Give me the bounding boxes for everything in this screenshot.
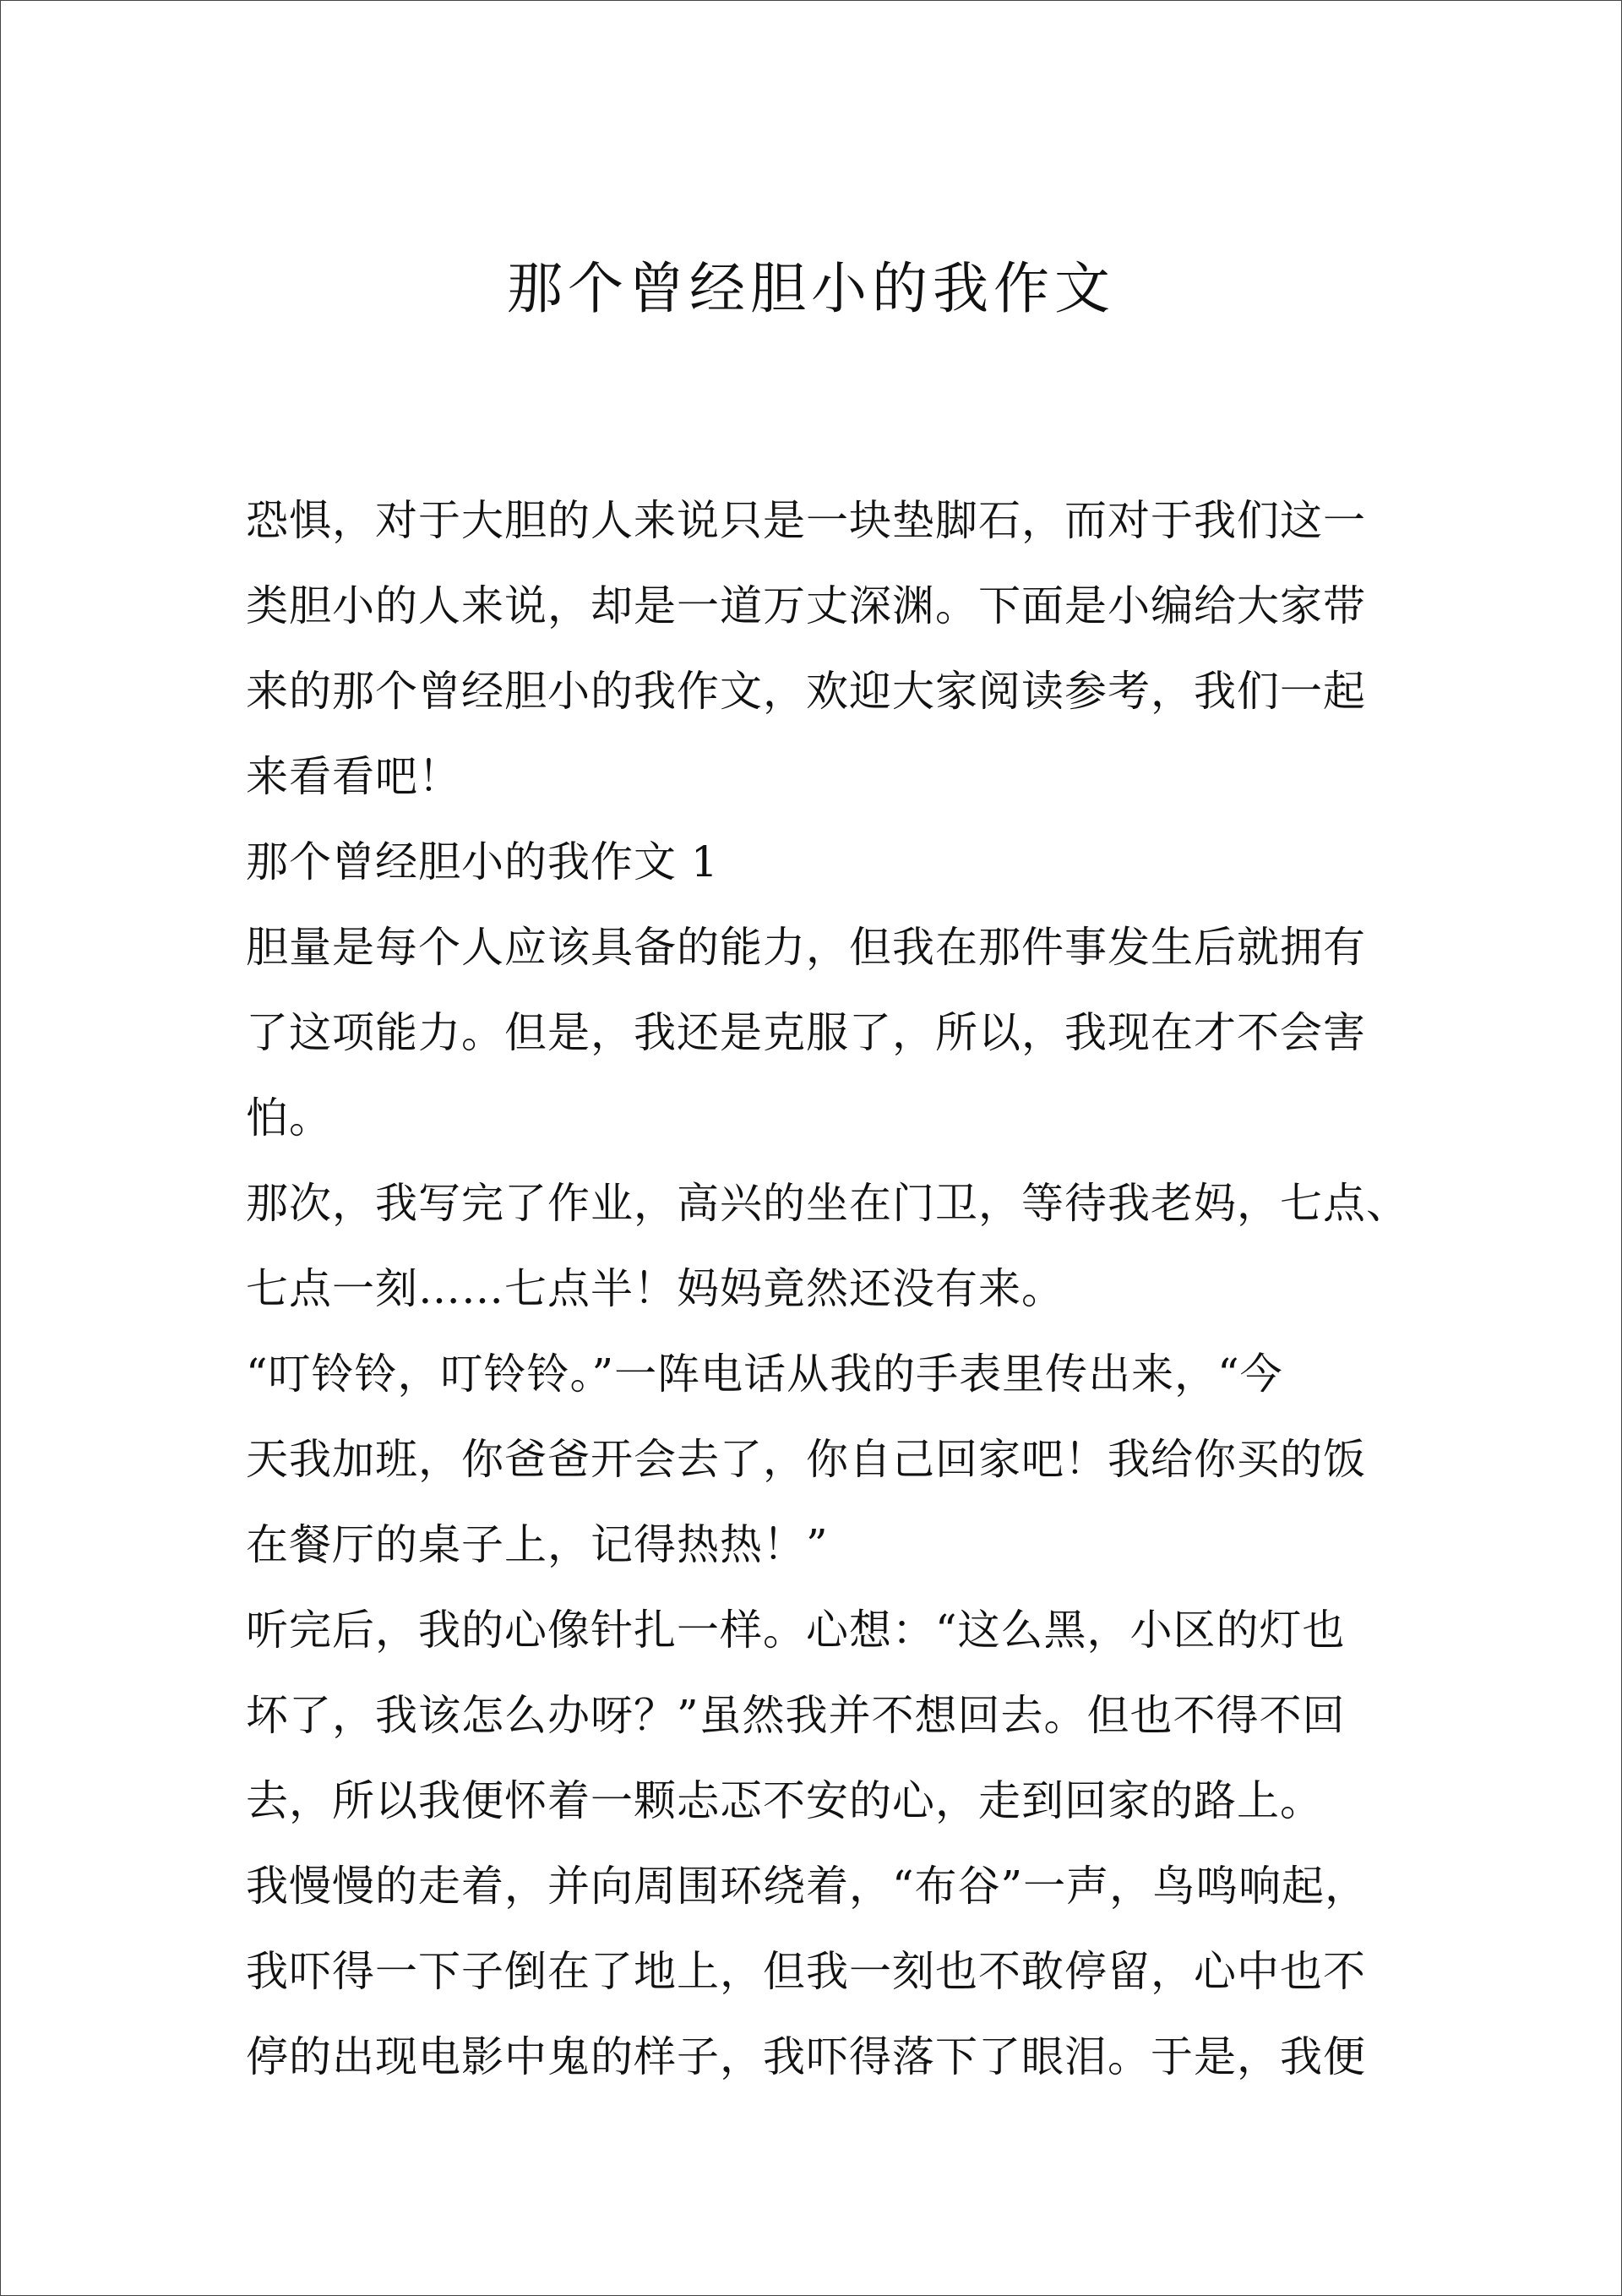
section-heading: 那个曾经胆小的我作文 1	[246, 837, 719, 886]
text-line: 胆量是每个人应该具备的能力，但我在那件事发生后就拥有	[246, 923, 1366, 972]
document-body	[246, 478, 1409, 2100]
text-line: 我慢慢的走着，并向周围环绕着，“布谷”一声，鸟鸣响起，	[246, 1862, 1369, 1911]
text-line: 怕。	[246, 1093, 332, 1143]
text-line: 那次，我写完了作业，高兴的坐在门卫，等待我老妈，七点、	[246, 1179, 1409, 1228]
text-line: 在餐厅的桌子上，记得热热！”	[246, 1520, 829, 1569]
text-line: 坏了，我该怎么办呀？”虽然我并不想回去。但也不得不回	[246, 1691, 1346, 1740]
text-line: 来看看吧！	[246, 752, 461, 801]
text-line: 类胆小的人来说，却是一道万丈深渊。下面是小编给大家带	[246, 581, 1366, 630]
document-title: 那个曾经胆小的我作文	[507, 256, 1115, 321]
text-line: 来的那个曾经胆小的我作文，欢迎大家阅读参考，我们一起	[246, 667, 1366, 716]
text-line: 停的出现电影中鬼的样子，我吓得落下了眼泪。于是，我便	[246, 2032, 1366, 2081]
text-line: 恐惧，对于大胆的人来说只是一块垫脚石，而对于我们这一	[246, 496, 1366, 545]
text-line: 天我加班，你爸爸开会去了，你自己回家吧！我给你买的饭	[246, 1435, 1366, 1484]
text-line: 听完后，我的心像针扎一样。心想：“这么黑，小区的灯也	[246, 1606, 1346, 1655]
text-line: “叮铃铃，叮铃铃。”一阵电话从我的手表里传出来，“今	[246, 1350, 1283, 1399]
text-line: 我吓得一下子倒在了地上，但我一刻也不敢停留，心中也不	[246, 1947, 1366, 1996]
text-line: 七点一刻……七点半！妈妈竟然还没有来。	[246, 1264, 1064, 1313]
text-line: 了这项能力。但是，我还是克服了，所以，我现在才不会害	[246, 1008, 1366, 1057]
text-line: 去，所以我便怀着一颗忐忑不安的心，走到回家的路上。	[246, 1776, 1323, 1825]
